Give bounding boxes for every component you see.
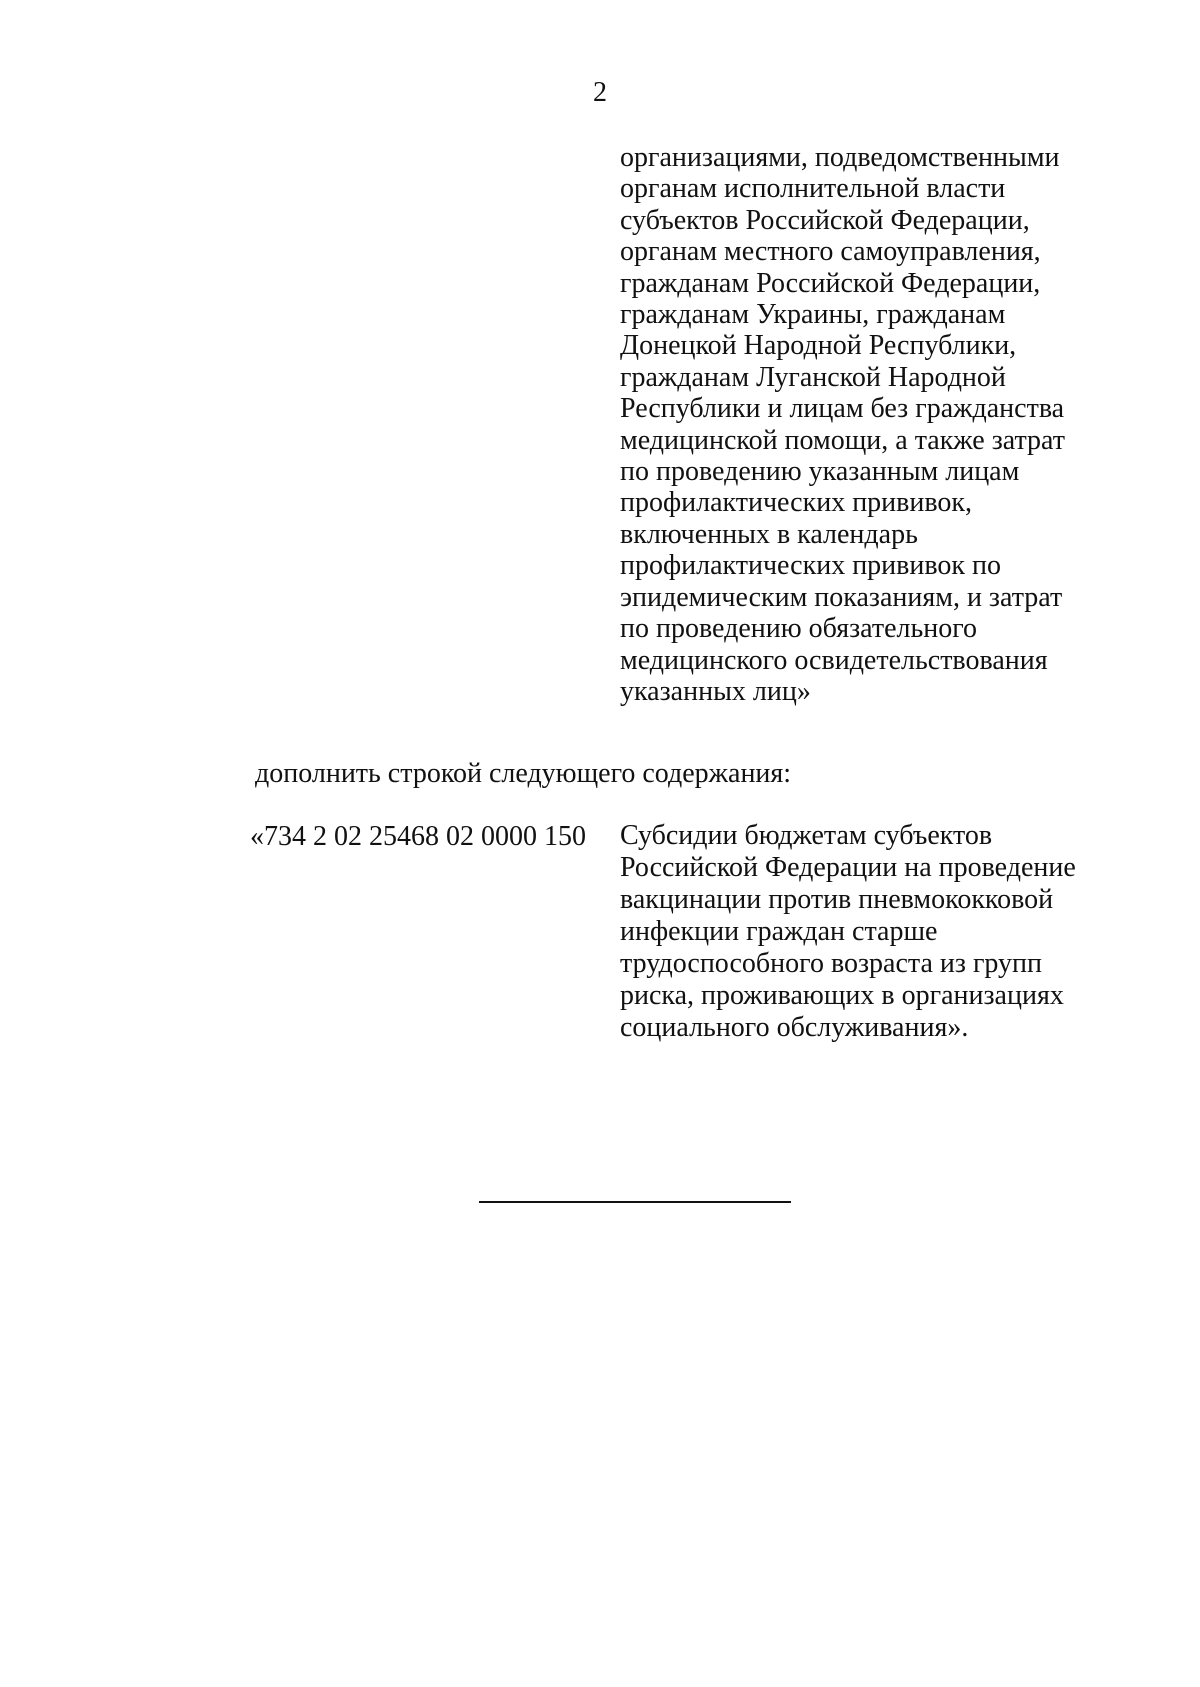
new-entry-description	[620, 820, 1120, 1044]
text-line: медицинского освидетельствования	[620, 644, 1048, 676]
text-line: социального обслуживания».	[620, 1012, 969, 1043]
text-line: субъектов Российской Федерации,	[620, 204, 1030, 236]
text-line: инфекции граждан старше	[620, 916, 938, 947]
amendment-instruction: дополнить строкой следующего содержания:	[255, 758, 792, 789]
text-line: органам исполнительной власти	[620, 173, 1006, 205]
text-line: эпидемическим показаниям, и затрат	[620, 581, 1063, 613]
text-line: гражданам Российской Федерации,	[620, 267, 1041, 299]
text-line: гражданам Украины, гражданам	[620, 299, 1006, 331]
previous-entry-text	[620, 142, 1100, 707]
text-line: медицинской помощи, а также затрат	[620, 424, 1065, 456]
text-line: Субсидии бюджетам субъектов	[620, 820, 993, 851]
text-line: по проведению указанным лицам	[620, 456, 1020, 488]
end-of-document-rule	[479, 1201, 791, 1203]
text-line: Республики и лицам без гражданства	[620, 393, 1065, 425]
text-line: гражданам Луганской Народной	[620, 361, 1006, 393]
text-line: Российской Федерации на проведение	[620, 852, 1076, 883]
text-line: Донецкой Народной Республики,	[620, 330, 1017, 362]
text-line: трудоспособного возраста из групп	[620, 948, 1043, 979]
text-line: по проведению обязательного	[620, 613, 978, 645]
page-number: 2	[593, 77, 607, 108]
budget-classification-code: «734 2 02 25468 02 0000 150	[250, 821, 586, 852]
text-line: вакцинации против пневмококковой	[620, 884, 1054, 915]
text-line: риска, проживающих в организациях	[620, 980, 1064, 1011]
text-line: профилактических прививок,	[620, 487, 972, 519]
text-line: указанных лиц»	[620, 675, 811, 707]
text-line: профилактических прививок по	[620, 550, 1001, 582]
text-line: включенных в календарь	[620, 518, 918, 550]
text-line: организациями, подведомственными	[620, 142, 1060, 173]
text-line: органам местного самоуправления,	[620, 236, 1041, 268]
